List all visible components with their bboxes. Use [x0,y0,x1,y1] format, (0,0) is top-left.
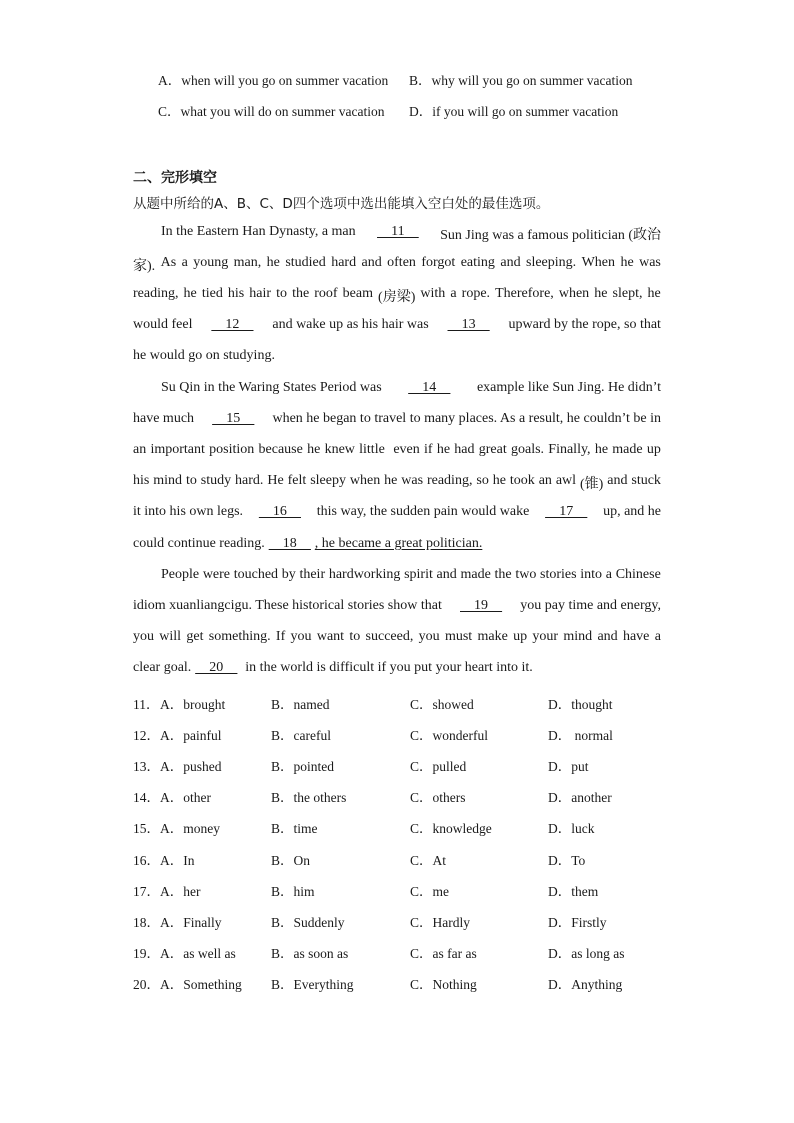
passage-word: mind [153,473,183,488]
passage-word: you [418,629,440,644]
passage-word: tied [201,286,223,301]
option-a[interactable]: A．Finally [160,915,222,930]
passage-word: he [384,473,398,488]
passage-word: slept, [612,286,643,301]
passage-word: stories [540,567,577,582]
passage-word: hard. [235,473,264,488]
passage-word: made [460,567,491,582]
blank-15[interactable]: 15 [212,411,255,426]
passage-word: rope. [461,286,491,301]
question-number: 13． [133,759,160,774]
passage-text: up, and he [603,504,661,519]
passage-word: succeed, [365,629,414,644]
option-a[interactable]: A．money [160,821,220,836]
passage-word: roof [314,286,338,301]
passage-word: knew [324,442,355,457]
passage-word: mind [563,629,593,644]
passage-word: and [361,255,382,270]
option-c[interactable]: C．pulled [410,759,467,774]
passage-word: took [509,473,535,488]
passage-text: he would go on studying. [133,348,275,363]
question-number: 15． [133,821,160,836]
passage-word: by [281,567,296,582]
prev-option-b: B．why will you go on summer vacation [409,73,633,88]
option-a[interactable]: A．In [160,853,195,868]
passage-word: often [387,255,416,270]
option-b[interactable]: B．Suddenly [271,915,345,930]
passage-word: 家). [133,259,156,274]
option-c[interactable]: C．wonderful [410,728,488,743]
passage-word: forgot [421,255,456,270]
passage-text: Su Qin in the Waring States Period was [161,380,382,395]
passage-word: you [290,629,312,644]
passage-word: he [492,473,506,488]
passage-word: he [307,442,321,457]
option-d[interactable]: D．Firstly [548,915,607,930]
blank-13[interactable]: 13 [447,317,490,332]
passage-word: Chinese [615,567,661,582]
passage-text: would feel [133,317,193,332]
passage-line [133,473,661,493]
blank-18[interactable]: 18 , he became a great politician. [268,536,483,551]
passage-word: If [275,629,286,644]
passage-text: could continue reading. [133,536,265,551]
option-a[interactable]: A．as well as [160,946,236,961]
passage-word: had [454,442,475,457]
section-instruction: 从题中所给的A、B、C、D四个选项中选出能填入空白处的最佳选项。 [133,196,550,212]
passage-word: get [186,629,204,644]
option-c[interactable]: C．as far as [410,946,477,961]
option-d[interactable]: D．Anything [548,977,623,992]
option-a[interactable]: A．her [160,884,201,899]
passage-word: As [160,255,177,270]
passage-word: so [476,473,489,488]
option-d[interactable]: D．luck [548,821,595,836]
passage-word: he [620,255,634,270]
option-a[interactable]: A．brought [160,697,226,712]
question-number: 16． [133,853,160,868]
passage-word: he [647,286,661,301]
question-number: 19． [133,946,160,961]
passage-word: awl [555,473,577,488]
passage-word: reading, [426,473,473,488]
passage-word: eating [460,255,495,270]
passage-line [161,380,661,396]
blank-11[interactable]: 11 [377,224,419,239]
passage-word: into [580,567,603,582]
passage-line [133,442,661,458]
passage-text: it into his own legs. [133,504,244,519]
passage-word: goals. [510,442,545,457]
option-b[interactable]: B．Everything [271,977,354,992]
prev-option-c: C．what you will do on summer vacation [158,104,385,119]
passage-word: he [183,286,197,301]
passage-word: was [401,473,424,488]
option-b[interactable]: B．as soon as [271,946,349,961]
prev-option-a: A．when will you go on summer vacation [158,73,389,88]
passage-text: you pay time and energy, [520,598,661,613]
passage-text: and wake up as his hair was [272,317,429,332]
passage-word: study [200,473,232,488]
option-d[interactable]: D．as long as [548,946,625,961]
question-number: 11． [133,697,160,712]
passage-line [133,598,661,614]
passage-word: touched [233,567,279,582]
passage-word: when [558,286,590,301]
passage-word: spirit [404,567,433,582]
passage-word: important [150,442,205,457]
passage-word: to [349,629,361,644]
option-b[interactable]: B．him [271,884,315,899]
passage-word: the [494,567,512,582]
passage-text: upward by the rope, so that [508,317,661,332]
passage-word: if [424,442,433,457]
passage-line [161,224,661,244]
passage-text: idiom xuanliangcigu. These historical stories show that [133,598,442,613]
section-title: 二、完形填空 [133,170,217,186]
passage-word: and [597,629,618,644]
option-b[interactable]: B．named [271,697,330,712]
option-c[interactable]: C．knowledge [410,821,492,836]
passage-word: little [359,442,385,457]
passage-text: this way, the sudden pain would wake [316,504,530,519]
option-a[interactable]: A．pushed [160,759,222,774]
passage-word: make [477,629,508,644]
option-a[interactable]: A．Something [160,977,242,992]
blank-12[interactable]: 12 [211,317,254,332]
passage-word: (房梁) [378,290,416,305]
prev-option-d: D．if you will go on summer vacation [409,104,619,119]
passage-text: have much [133,411,195,426]
passage-word: his [227,286,245,301]
passage-word: an [538,473,552,488]
passage-text: In the Eastern Han Dynasty, a man [161,224,356,239]
question-number: 18． [133,915,160,930]
passage-line [133,317,661,333]
option-d[interactable]: D．To [548,853,586,868]
passage-text: in the world is difficult if you put your heart into it. [245,660,533,675]
passage-word: great [478,442,507,457]
passage-word: a [654,629,661,644]
passage-word: the [292,286,310,301]
option-c[interactable]: C．Hardly [410,915,470,930]
passage-word: stuck [631,473,661,488]
option-c[interactable]: C．At [410,853,447,868]
option-c[interactable]: C．Nothing [410,977,477,992]
passage-line [161,567,661,583]
passage-word: hair [249,286,272,301]
passage-word: were [202,567,231,582]
passage-line [133,536,661,552]
option-a[interactable]: A．other [160,790,211,805]
question-number: 14． [133,790,160,805]
passage-line [133,286,661,306]
passage-word: studied [285,255,326,270]
option-b[interactable]: B．time [271,821,318,836]
passage-word: hardworking [328,567,401,582]
passage-word: with [420,286,446,301]
passage-word: he [594,442,609,457]
passage-word: when [349,473,381,488]
passage-word: something. [208,629,271,644]
blank-17[interactable]: 17 [545,504,588,519]
passage-word: he [436,442,451,457]
passage-text: when he began to travel to many places. As a result, he couldn’t be in [272,411,661,426]
option-b[interactable]: B．careful [271,728,331,743]
passage-word: hard [331,255,357,270]
passage-word: reading, [133,286,179,301]
passage-word: a [605,567,612,582]
passage-line [133,660,661,676]
passage-word: felt [287,473,307,488]
question-number: 20． [133,977,160,992]
passage-word: he [594,286,608,301]
passage-word: a [181,255,188,270]
blank-16[interactable]: 16 [258,504,301,519]
blank-14[interactable]: 14 [408,380,451,395]
option-c[interactable]: C．showed [410,697,474,712]
passage-word: (锥) [579,477,604,492]
passage-word: because [258,442,303,457]
passage-word: sleeping. [526,255,577,270]
option-a[interactable]: A．painful [160,728,222,743]
option-b[interactable]: B．On [271,853,311,868]
passage-word: Therefore, [495,286,554,301]
passage-line [133,348,661,364]
passage-word: Finally, [548,442,591,457]
passage-word: to [185,473,197,488]
passage-word: have [622,629,650,644]
passage-line [133,411,661,427]
passage-word: and [436,567,457,582]
passage-word: his [133,473,150,488]
passage-word: People [161,567,200,582]
option-b[interactable]: B．pointed [271,759,334,774]
blank-19[interactable]: 19 [460,598,503,613]
passage-line [133,629,661,645]
question-number: 12． [133,728,160,743]
passage-word: man, [233,255,262,270]
passage-word: to [276,286,288,301]
option-d[interactable]: D．thought [548,697,613,712]
passage-word: up [646,442,661,457]
passage-word: even [393,442,420,457]
passage-word: a [450,286,457,301]
passage-word: you [133,629,154,644]
option-d[interactable]: D．another [548,790,612,805]
passage-word: up [513,629,528,644]
option-d[interactable]: D． normal [548,728,613,743]
passage-word: their [299,567,326,582]
passage-word: made [612,442,643,457]
passage-word: an [133,442,147,457]
option-b[interactable]: B．the others [271,790,347,805]
blank-20[interactable]: 20 [195,660,238,675]
option-c[interactable]: C．others [410,790,466,805]
passage-word: young [193,255,229,270]
passage-word: When [581,255,616,270]
passage-word: sleepy [310,473,346,488]
passage-word: he [266,255,280,270]
passage-line [133,255,661,275]
passage-word: He [267,473,284,488]
passage-line [133,504,661,520]
question-number: 17． [133,884,160,899]
passage-word: your [532,629,559,644]
passage-word: will [159,629,182,644]
passage-word: was [639,255,661,270]
passage-word: and [500,255,521,270]
passage-word: and [607,473,628,488]
passage-word: beam [342,286,373,301]
passage-text: Sun Jing was a famous politician (政治 [440,228,661,243]
passage-word: want [316,629,345,644]
option-d[interactable]: D．them [548,884,599,899]
option-d[interactable]: D．put [548,759,589,774]
passage-word: position [209,442,255,457]
passage-word: must [444,629,473,644]
passage-text: example like Sun Jing. He didn’t [476,380,661,395]
option-c[interactable]: C．me [410,884,449,899]
passage-text: clear goal. [133,660,192,675]
passage-word: two [515,567,537,582]
